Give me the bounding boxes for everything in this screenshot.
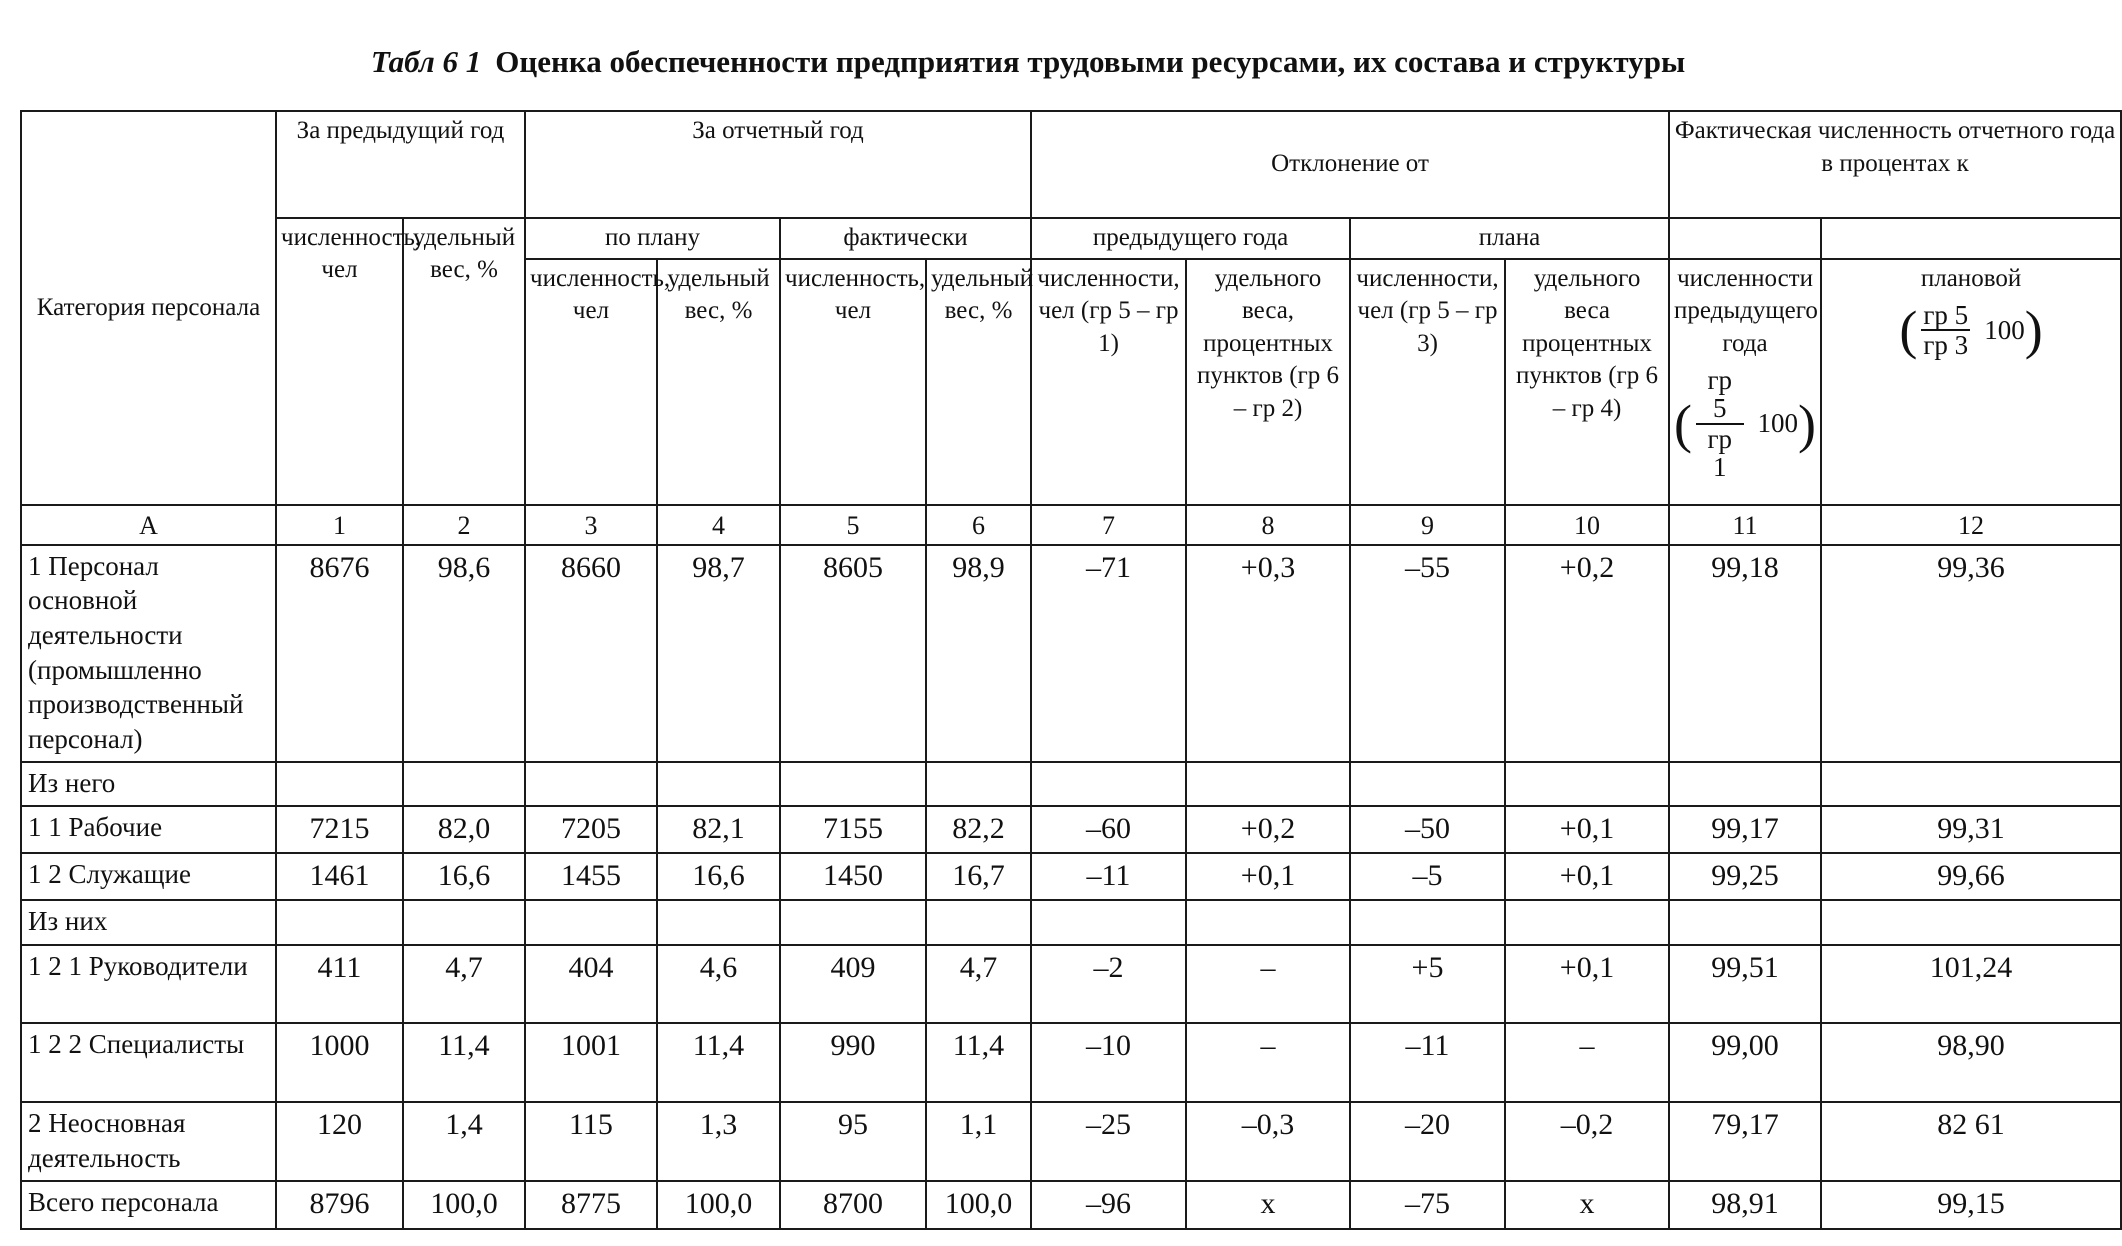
header-actual-percent: Фактическая численность отчетного года в процентах к	[1669, 111, 2121, 218]
cell-value: 990	[780, 1023, 926, 1102]
cell-value	[926, 762, 1031, 806]
c12-denominator: гр 3	[1923, 330, 1969, 361]
table-row	[21, 945, 2121, 1024]
cell-value: 120	[276, 1102, 403, 1181]
header-actual: фактически	[780, 218, 1031, 259]
cell-value: –75	[1350, 1181, 1505, 1229]
header-prev-year: За предыдущий год	[276, 111, 525, 218]
cell-value	[780, 762, 926, 806]
table-row	[21, 762, 2121, 806]
row-category: 2 Неосновная деятельность	[21, 1102, 276, 1181]
cell-value: 82,2	[926, 806, 1031, 853]
cell-value: 98,6	[403, 545, 525, 762]
index-cell: 6	[926, 505, 1031, 545]
index-cell: 10	[1505, 505, 1669, 545]
table-row	[21, 1181, 2121, 1229]
cell-value: 100,0	[657, 1181, 780, 1229]
cell-value: 1455	[525, 853, 657, 900]
header-c11-formula: ( гр 5 гр 1 100 )	[1674, 365, 1817, 483]
cell-value: –11	[1031, 853, 1186, 900]
cell-value: 99,36	[1821, 545, 2121, 762]
cell-value: –96	[1031, 1181, 1186, 1229]
cell-value	[1505, 900, 1669, 945]
cell-value: 4,7	[926, 945, 1031, 1024]
cell-value: –	[1186, 945, 1350, 1024]
cell-value	[1505, 762, 1669, 806]
table-header	[21, 111, 2121, 505]
cell-value: +0,1	[1505, 945, 1669, 1024]
cell-value: –0,3	[1186, 1102, 1350, 1181]
cell-value: 1450	[780, 853, 926, 900]
header-c12-formula: ( гр 5 гр 3 100 )	[1899, 300, 2043, 361]
index-cell: 12	[1821, 505, 2121, 545]
index-cell: 2	[403, 505, 525, 545]
row-category: 1 2 Служащие	[21, 853, 276, 900]
index-row	[21, 505, 2121, 545]
cell-value: 4,6	[657, 945, 780, 1024]
row-category: 1 2 2 Специалисты	[21, 1023, 276, 1102]
cell-value	[657, 900, 780, 945]
cell-value: 404	[525, 945, 657, 1024]
cell-value: 8700	[780, 1181, 926, 1229]
cell-value: 115	[525, 1102, 657, 1181]
header-c1: численность, чел	[276, 218, 403, 506]
header-c12	[1821, 259, 2121, 506]
cell-value: 411	[276, 945, 403, 1024]
header-c11-text: численности предыдущего года	[1674, 264, 1818, 357]
header-plan-dev: плана	[1350, 218, 1669, 259]
row-category: 1 Персонал основной деятельности (промышленно производственный персонал)	[21, 545, 276, 762]
cell-value: 8775	[525, 1181, 657, 1229]
row-category: Из них	[21, 900, 276, 945]
cell-value	[1350, 900, 1505, 945]
cell-value: +0,1	[1186, 853, 1350, 900]
table-row	[21, 853, 2121, 900]
index-cell: 11	[1669, 505, 1821, 545]
cell-value: +0,2	[1186, 806, 1350, 853]
header-prev-year-dev: предыдущего года	[1031, 218, 1350, 259]
cell-value	[780, 900, 926, 945]
cell-value	[403, 900, 525, 945]
cell-value: 98,90	[1821, 1023, 2121, 1102]
cell-value: +0,2	[1505, 545, 1669, 762]
c11-denominator: гр 1	[1707, 423, 1733, 483]
table-row	[21, 900, 2121, 945]
table-row	[21, 806, 2121, 853]
cell-value: 4,7	[403, 945, 525, 1024]
cell-value: 82,0	[403, 806, 525, 853]
cell-value: –71	[1031, 545, 1186, 762]
cell-value: 1,4	[403, 1102, 525, 1181]
cell-value	[1186, 900, 1350, 945]
cell-value: 99,00	[1669, 1023, 1821, 1102]
cell-value: –25	[1031, 1102, 1186, 1181]
cell-value: –10	[1031, 1023, 1186, 1102]
row-category: 1 1 Рабочие	[21, 806, 276, 853]
cell-value: 7205	[525, 806, 657, 853]
row-category: Всего персонала	[21, 1181, 276, 1229]
header-c4: удельный вес, %	[657, 259, 780, 506]
index-cell: 3	[525, 505, 657, 545]
header-c6: удельный вес, %	[926, 259, 1031, 506]
cell-value	[1821, 762, 2121, 806]
cell-value: +5	[1350, 945, 1505, 1024]
row-category: 1 2 1 Руководители	[21, 945, 276, 1024]
cell-value: 82 61	[1821, 1102, 2121, 1181]
cell-value: 1,3	[657, 1102, 780, 1181]
cell-value: 7215	[276, 806, 403, 853]
cell-value: 101,24	[1821, 945, 2121, 1024]
index-cell: 4	[657, 505, 780, 545]
header-c3: численность, чел	[525, 259, 657, 506]
header-c9: численности, чел (гр 5 – гр 3)	[1350, 259, 1505, 506]
cell-value: 7155	[780, 806, 926, 853]
index-cell: 5	[780, 505, 926, 545]
cell-value	[1821, 900, 2121, 945]
cell-value: 16,6	[657, 853, 780, 900]
cell-value: 99,31	[1821, 806, 2121, 853]
cell-value	[1031, 762, 1186, 806]
table-row	[21, 545, 2121, 762]
cell-value: 11,4	[657, 1023, 780, 1102]
c12-numerator: гр 5	[1923, 300, 1969, 331]
cell-value: –2	[1031, 945, 1186, 1024]
header-report-year: За отчетный год	[525, 111, 1031, 218]
cell-value	[276, 762, 403, 806]
row-category: Из него	[21, 762, 276, 806]
cell-value: –	[1186, 1023, 1350, 1102]
cell-value: –20	[1350, 1102, 1505, 1181]
cell-value: 79,17	[1669, 1102, 1821, 1181]
cell-value: –0,2	[1505, 1102, 1669, 1181]
cell-value: 82,1	[657, 806, 780, 853]
cell-value: 8676	[276, 545, 403, 762]
header-c10: удельного веса процентных пунктов (гр 6 – гр 4)	[1505, 259, 1669, 506]
cell-value: –11	[1350, 1023, 1505, 1102]
header-empty-11	[1669, 218, 1821, 259]
cell-value: 1000	[276, 1023, 403, 1102]
cell-value: 99,66	[1821, 853, 2121, 900]
cell-value	[1350, 762, 1505, 806]
cell-value: 16,7	[926, 853, 1031, 900]
cell-value: 1,1	[926, 1102, 1031, 1181]
c11-multiplier: 100	[1757, 408, 1799, 439]
cell-value	[525, 762, 657, 806]
cell-value: 98,7	[657, 545, 780, 762]
cell-value: 95	[780, 1102, 926, 1181]
index-cell: 8	[1186, 505, 1350, 545]
header-c2: удельный вес, %	[403, 218, 525, 506]
cell-value: 99,25	[1669, 853, 1821, 900]
header-empty-12	[1821, 218, 2121, 259]
cell-value: 99,18	[1669, 545, 1821, 762]
table-row	[21, 1102, 2121, 1181]
cell-value	[1669, 900, 1821, 945]
caption-label: Табл 6 1	[370, 44, 482, 79]
header-deviation: Отклонение от	[1031, 111, 1669, 218]
cell-value	[657, 762, 780, 806]
header-c8: удельного веса, процентных пунктов (гр 6 – гр 2)	[1186, 259, 1350, 506]
cell-value: +0,1	[1505, 853, 1669, 900]
cell-value: 1001	[525, 1023, 657, 1102]
cell-value: –60	[1031, 806, 1186, 853]
cell-value: 100,0	[926, 1181, 1031, 1229]
table-row	[21, 1023, 2121, 1102]
cell-value: 1461	[276, 853, 403, 900]
cell-value: –55	[1350, 545, 1505, 762]
c11-numerator: гр 5	[1696, 366, 1744, 425]
cell-value: +0,1	[1505, 806, 1669, 853]
cell-value: 99,17	[1669, 806, 1821, 853]
cell-value: 11,4	[926, 1023, 1031, 1102]
header-plan: по плану	[525, 218, 780, 259]
header-c5: численность, чел	[780, 259, 926, 506]
cell-value: 98,91	[1669, 1181, 1821, 1229]
caption-title: Оценка обеспеченности предприятия трудовыми ресурсами, их состава и структуры	[495, 44, 1686, 79]
cell-value	[276, 900, 403, 945]
index-cell: 7	[1031, 505, 1186, 545]
index-cell: 9	[1350, 505, 1505, 545]
cell-value: 98,9	[926, 545, 1031, 762]
header-c11	[1669, 259, 1821, 506]
header-category: Категория персонала	[21, 111, 276, 505]
cell-value: 8796	[276, 1181, 403, 1229]
labor-resources-table	[20, 110, 2122, 1230]
cell-value	[1031, 900, 1186, 945]
cell-value: 100,0	[403, 1181, 525, 1229]
index-cell: А	[21, 505, 276, 545]
cell-value	[1186, 762, 1350, 806]
table-body	[21, 505, 2121, 1229]
header-c7: численности, чел (гр 5 – гр 1)	[1031, 259, 1186, 506]
cell-value: х	[1505, 1181, 1669, 1229]
cell-value	[525, 900, 657, 945]
cell-value: х	[1186, 1181, 1350, 1229]
cell-value: –50	[1350, 806, 1505, 853]
cell-value: –5	[1350, 853, 1505, 900]
cell-value	[926, 900, 1031, 945]
index-cell: 1	[276, 505, 403, 545]
cell-value: 16,6	[403, 853, 525, 900]
table-caption	[0, 44, 2056, 80]
cell-value: 11,4	[403, 1023, 525, 1102]
cell-value: –	[1505, 1023, 1669, 1102]
cell-value: 409	[780, 945, 926, 1024]
cell-value: 99,51	[1669, 945, 1821, 1024]
cell-value: 8605	[780, 545, 926, 762]
cell-value	[403, 762, 525, 806]
cell-value: 99,15	[1821, 1181, 2121, 1229]
cell-value: +0,3	[1186, 545, 1350, 762]
header-c12-text: плановой	[1920, 264, 2022, 292]
c12-multiplier: 100	[1984, 314, 2025, 345]
cell-value: 8660	[525, 545, 657, 762]
cell-value	[1669, 762, 1821, 806]
